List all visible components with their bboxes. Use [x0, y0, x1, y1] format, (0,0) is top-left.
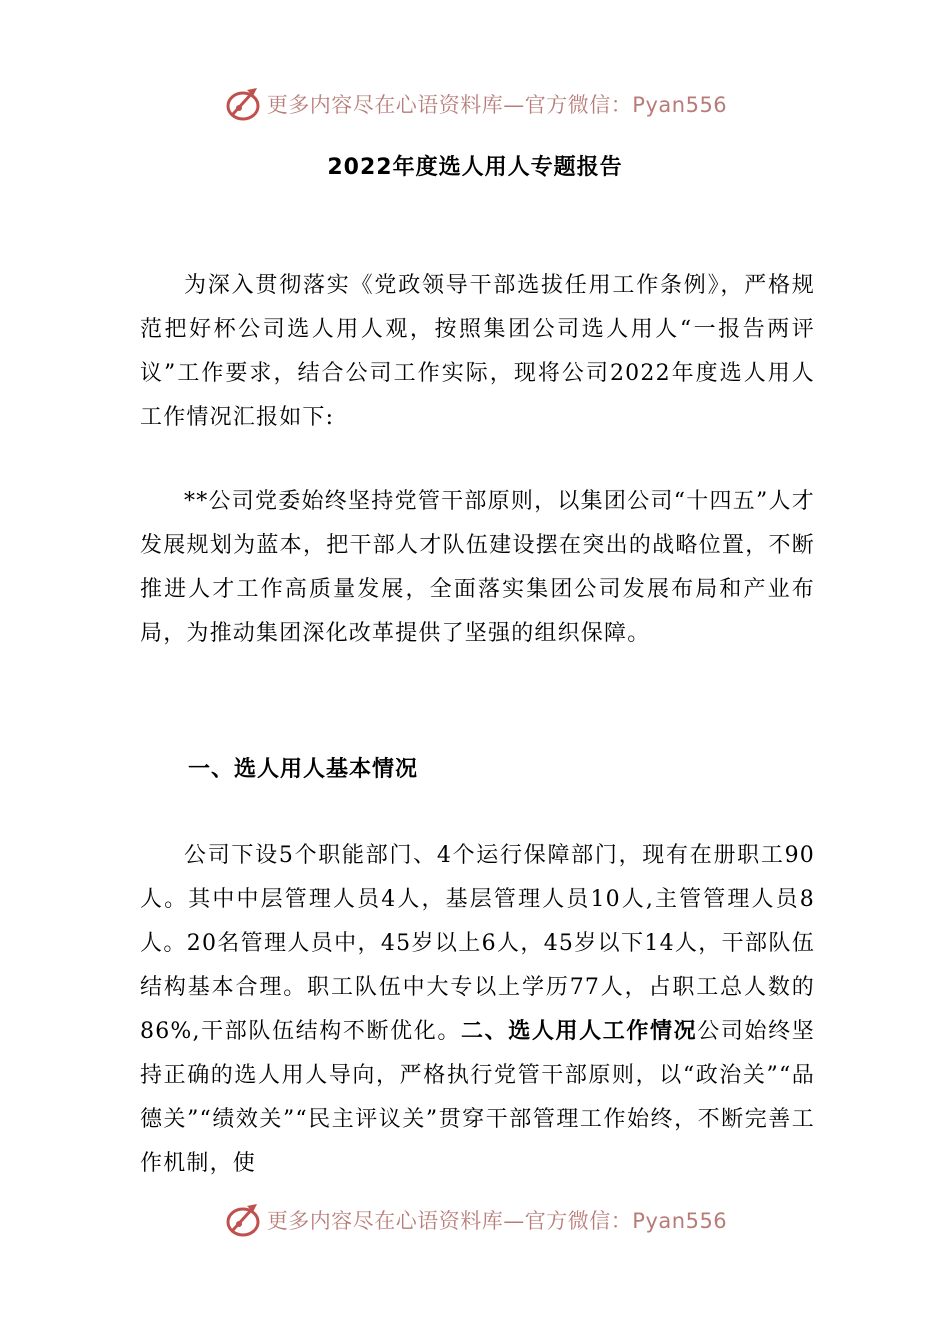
section2-heading: 二、选人用人工作情况 [461, 1019, 698, 1044]
watermark-text: 更多内容尽在心语资料库—官方微信：Pyan556 [266, 1209, 728, 1233]
section1-heading: 一、选人用人基本情况 [188, 757, 419, 782]
party-committee-paragraph: **公司党委始终坚持党管干部原则，以集团公司“十四五”人才发展规划为蓝本，把干部人才队伍建设摆在突出的战略位置，不断推进人才工作高质量发展，全面落实集团公司发展布局和产业布局，为推动集团深化改革提供了坚强的组织保障。 [140, 489, 815, 646]
watermark-footer [0, 1198, 950, 1242]
intro-paragraph: 为深入贯彻落实《党政领导干部选拔任用工作条例》，严格规范把好杯公司选人用人观，按照集团公司选人用人“一报告两评议”工作要求，结合公司工作实际，现将公司2022年度选人用人工作情况汇报如下: [140, 273, 815, 430]
document-title: 2022年度选人用人专题报告 [327, 155, 623, 180]
watermark-logo-icon [223, 1200, 263, 1240]
watermark-logo-icon [223, 84, 263, 124]
section2-text: 公司始终坚持正确的选人用人导向，严格执行党管干部原则，以“政治关”“品德关”“绩效关”“民主评议关”贯穿干部管理工作始终，不断完善工作机制，使 [140, 1019, 815, 1176]
section1-text: 公司下设5个职能部门、4个运行保障部门，现有在册职工90人。其中中层管理人员4人，基层管理人员10人,主管管理人员8人。20名管理人员中，45岁以上6人，45岁以下14人，干部队伍结构基本合理。职工队伍中大专以上学历77人，占职工总人数的86%,干部队伍结构不断优化。 [140, 843, 815, 1044]
watermark-header [0, 82, 950, 126]
watermark-text: 更多内容尽在心语资料库—官方微信：Pyan556 [266, 93, 728, 117]
section1-paragraph [140, 834, 815, 1186]
